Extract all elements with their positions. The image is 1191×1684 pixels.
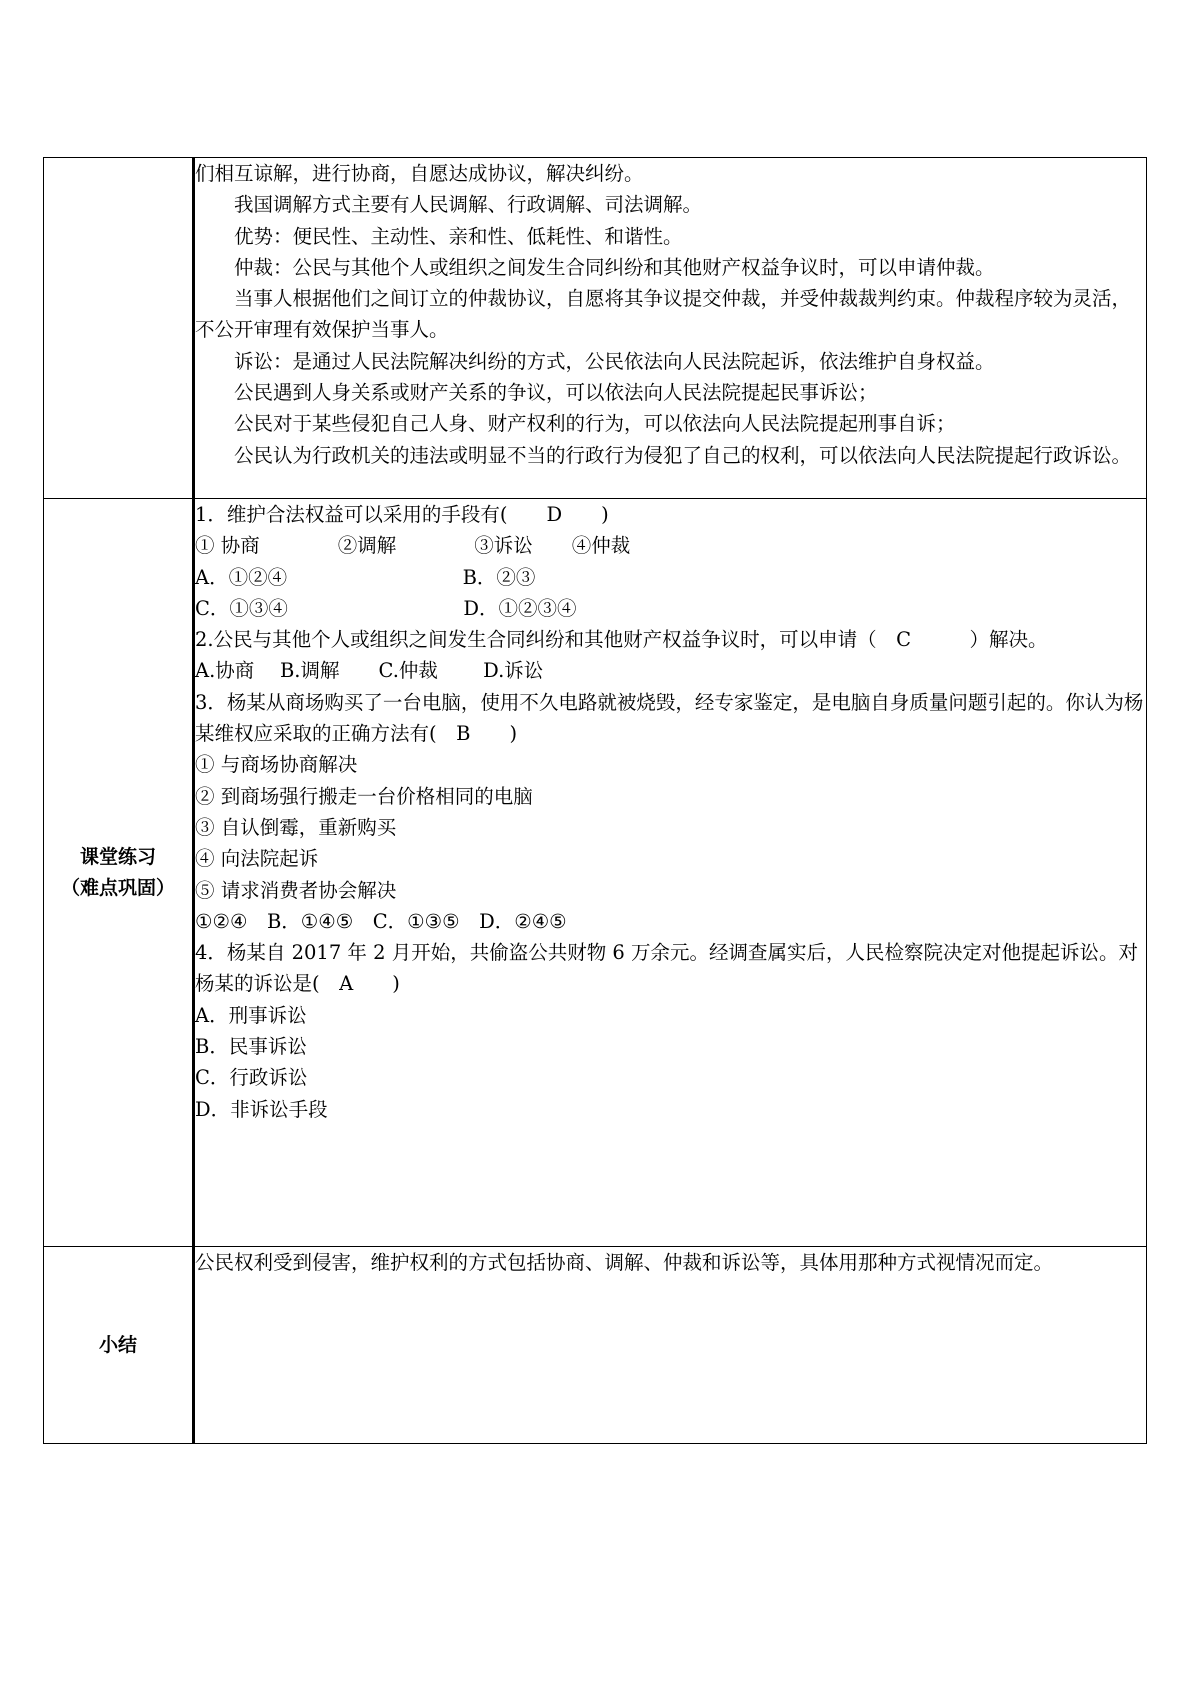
paragraph: 优势：便民性、主动性、亲和性、低耗性、和谐性。 bbox=[234, 224, 683, 248]
exercise-line: ③ 自认倒霉，重新购买 bbox=[195, 815, 397, 839]
paragraph: 们相互谅解，进行协商，自愿达成协议，解决纠纷。 bbox=[195, 162, 644, 185]
exercise-line: ⑤ 请求消费者协会解决 bbox=[195, 878, 397, 902]
summary-content-cell bbox=[194, 1247, 1147, 1444]
methods-content-cell bbox=[194, 158, 1147, 499]
exercise-line: 3．杨某从商场购买了一台电脑，使用不久电路就被烧毁，经专家鉴定，是电脑自身质量问题引起的。你认为杨某维权应采取的正确方法有( B ) bbox=[195, 690, 1144, 746]
row-label-empty bbox=[44, 158, 194, 499]
row-label-summary bbox=[44, 1247, 194, 1444]
exercise-line: A．刑事诉讼 bbox=[195, 1003, 307, 1027]
exercise-line: 4．杨某自 2017 年 2 月开始，共偷盗公共财物 6 万余元。经调查属实后，人民检察院决定对他提起诉讼。对杨某的诉讼是( A ) bbox=[195, 941, 1139, 996]
table-row-methods bbox=[44, 158, 1147, 499]
exercise-line: 2.公民与其他个人或组织之间发生合同纠纷和其他财产权益争议时，可以申请（ C ）解决。 bbox=[195, 628, 1048, 652]
paragraph: 我国调解方式主要有人民调解、行政调解、司法调解。 bbox=[234, 193, 703, 217]
paragraph: 公民认为行政机关的违法或明显不当的行政行为侵犯了自己的权利，可以依法向人民法院提起行政诉讼。 bbox=[234, 443, 1132, 467]
exercise-sublabel: （难点巩固） bbox=[60, 876, 175, 899]
paragraph: 公民遇到人身关系或财产关系的争议，可以依法向人民法院提起民事诉讼； bbox=[234, 381, 878, 405]
exercise-line: ④ 向法院起诉 bbox=[195, 847, 319, 871]
table-row-summary bbox=[44, 1247, 1147, 1444]
exercise-line: C．①③④ D．①②③④ bbox=[195, 596, 577, 620]
exercise-line: D．非诉讼手段 bbox=[195, 1097, 328, 1121]
exercises-content-cell bbox=[194, 499, 1147, 1247]
paragraph: 诉讼：是通过人民法院解决纠纷的方式，公民依法向人民法院起诉，依法维护自身权益。 bbox=[234, 349, 995, 373]
exercise-line: A.协商 B.调解 C.仲裁 D.诉讼 bbox=[195, 659, 544, 683]
paragraph: 仲裁：公民与其他个人或组织之间发生合同纠纷和其他财产权益争议时，可以申请仲裁。 bbox=[234, 255, 995, 279]
exercise-line: ① 协商 ②调解 ③诉讼 ④仲裁 bbox=[195, 534, 631, 558]
summary-label: 小结 bbox=[98, 1333, 137, 1356]
summary-text: 公民权利受到侵害，维护权利的方式包括协商、调解、仲裁和诉讼等，具体用那种方式视情况而定。 bbox=[195, 1251, 1054, 1274]
paragraph: 当事人根据他们之间订立的仲裁协议，自愿将其争议提交仲裁，并受仲裁裁判约束。仲裁程序较为灵活，不公开审理有效保护当事人。 bbox=[195, 287, 1132, 342]
exercise-line: B．民事诉讼 bbox=[195, 1035, 307, 1059]
exercise-line: ② 到商场强行搬走一台价格相同的电脑 bbox=[195, 784, 533, 808]
table-row-exercises bbox=[44, 499, 1147, 1247]
row-label-exercises bbox=[44, 499, 194, 1247]
exercise-line: A．①②④ B．②③ bbox=[195, 565, 536, 589]
exercise-line: 1．维护合法权益可以采用的手段有( D ) bbox=[195, 503, 609, 526]
exercise-line: ①②④ B．①④⑤ C．①③⑤ D．②④⑤ bbox=[195, 909, 567, 933]
exercise-line: ① 与商场协商解决 bbox=[195, 753, 358, 777]
exercise-line: C．行政诉讼 bbox=[195, 1066, 308, 1090]
lesson-table bbox=[43, 157, 1147, 1444]
paragraph: 公民对于某些侵犯自己人身、财产权利的行为，可以依法向人民法院提起刑事自诉； bbox=[234, 412, 956, 436]
exercise-label: 课堂练习 bbox=[79, 845, 156, 868]
